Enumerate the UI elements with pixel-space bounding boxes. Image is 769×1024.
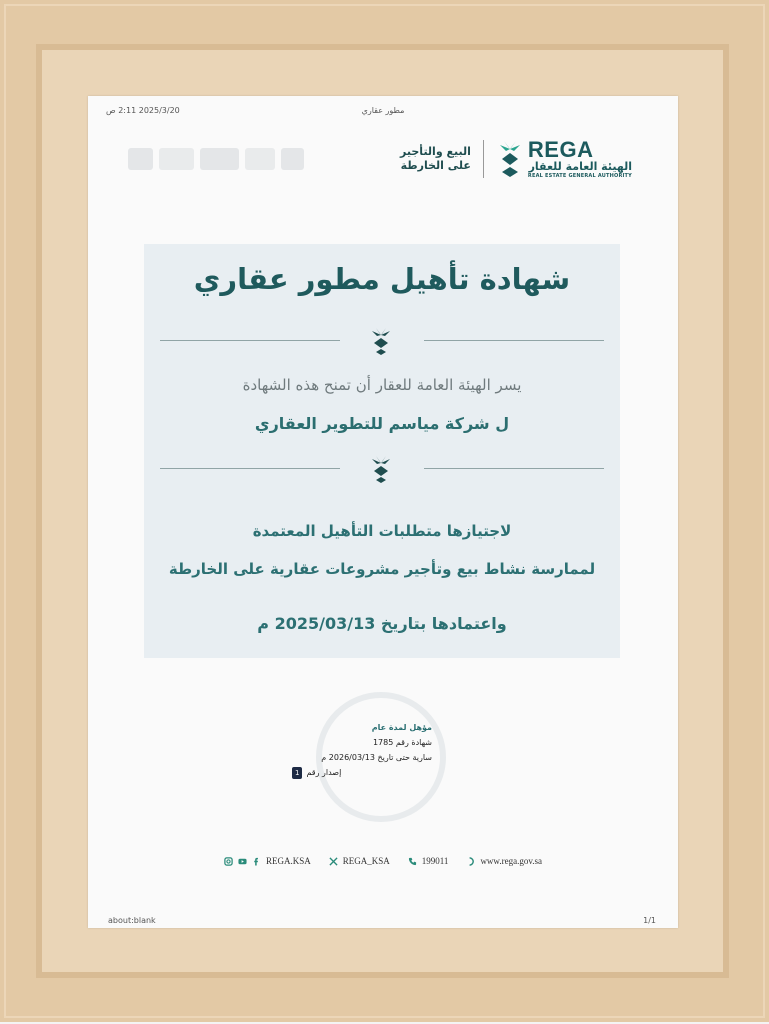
- issue-number: 1: [292, 767, 302, 779]
- rega-brand: [400, 136, 632, 182]
- sale-line-1: البيع والتأجير: [400, 145, 471, 158]
- valid-until: سارية حتى تاريخ 2026/03/13 م: [321, 753, 432, 762]
- print-title: مطور عقاري: [361, 106, 405, 115]
- palm-emblem-icon: [366, 326, 396, 356]
- certificate-title: شهادة تأهيل مطور عقاري: [193, 262, 571, 296]
- rega-palm-icon: [496, 139, 524, 179]
- faded-emblems: [128, 144, 304, 174]
- issue-label: إصدار رقم: [306, 768, 342, 777]
- off-plan-sale-logo: [400, 145, 471, 173]
- seal-info: [292, 720, 432, 780]
- contact-bar: [88, 856, 678, 866]
- approval-date: واعتمادها بتاريخ 2025/03/13 م: [257, 614, 507, 633]
- reason-line-1: لاجتيازها متطلبات التأهيل المعتمدة: [252, 522, 512, 540]
- rega-arabic-name: الهيئة العامة للعقار: [528, 159, 632, 173]
- rega-wordmark: [527, 136, 632, 180]
- ornament-divider: [160, 454, 604, 484]
- website-contact: [466, 856, 542, 866]
- instagram-icon: [224, 857, 233, 866]
- certificate-paper: [88, 96, 678, 928]
- rega-word: REGA: [527, 136, 594, 162]
- youtube-icon: [238, 857, 247, 866]
- print-url: about:blank: [108, 916, 156, 925]
- print-datetime: 2025/3/20 2:11 ص: [106, 106, 180, 115]
- palm-emblem-icon: [366, 454, 396, 484]
- header-logos: [88, 136, 678, 186]
- phone-number: 199011: [421, 856, 449, 866]
- handle-text-1: REGA.KSA: [265, 856, 311, 866]
- sale-line-2: على الخارطة: [400, 159, 471, 172]
- issue-row: [292, 765, 432, 780]
- facebook-icon: [252, 857, 261, 866]
- logo-divider: [483, 140, 484, 178]
- phone-icon: [408, 857, 417, 866]
- rega-english-name: REAL ESTATE GENERAL AUTHORITY: [527, 172, 632, 179]
- globe-icon: [466, 857, 475, 866]
- print-page-number: 1/1: [643, 916, 656, 925]
- qualified-duration: مؤهل لمدة عام: [371, 723, 432, 732]
- x-twitter-icon: [329, 857, 338, 866]
- certificate-panel: [144, 244, 620, 658]
- reason-line-2: لممارسة نشاط بيع وتأجير مشروعات عقارية على الخارطة: [168, 560, 596, 578]
- ornament-divider: [160, 326, 604, 356]
- website-url: www.rega.gov.sa: [480, 856, 543, 866]
- social-handle-1: [224, 856, 311, 866]
- phone-contact: [408, 856, 449, 866]
- recipient-name: ل شركة مياسم للتطوير العقاري: [254, 414, 510, 433]
- grant-line: يسر الهيئة العامة للعقار أن تمنح هذه الشهادة: [242, 376, 522, 394]
- certificate-number: شهادة رقم 1785: [372, 738, 432, 747]
- handle-text-2: REGA_KSA: [342, 856, 390, 866]
- social-handle-2: [329, 856, 390, 866]
